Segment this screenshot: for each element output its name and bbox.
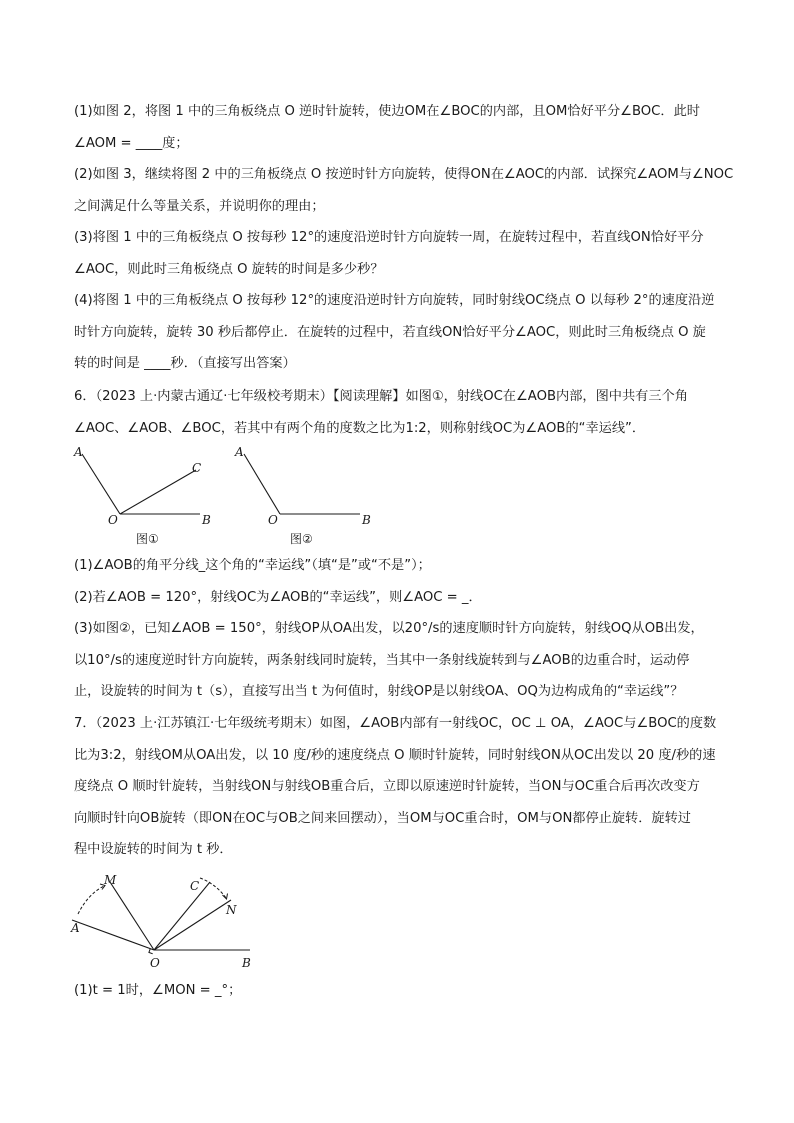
q5-part1-line2: ∠AOM = ____度； [74, 135, 189, 151]
q6-part3-line1: (3)如图②，已知∠AOB = 150°，射线OP从OA出发，以20°/s的速度顺时针方向旋转，射线OQ从OB出发， [74, 621, 704, 636]
fig2-label-a: A [235, 445, 244, 459]
q6-part3-line2: 以10°/s的速度逆时针方向旋转，两条射线同时旋转，当其中一条射线旋转到与∠AOB的边重合时，运动停 [74, 652, 690, 668]
q7-figure [66, 868, 266, 978]
q6-part2: (2)若∠AOB = 120°，射线OC为∠AOB的“幸运线”，则∠AOC = _． [74, 589, 482, 605]
q7-label-o: O [150, 956, 160, 970]
fig1-label-o: O [108, 513, 118, 527]
q7-label-c: C [190, 879, 200, 893]
q7-label-n: N [226, 903, 237, 917]
q6-figure-2 [230, 444, 380, 552]
q7-line2: 比为3:2，射线OM从OA出发，以 10 度/秒的速度绕点 O 顺时针旋转，同时射线ON从OC出发以 20 度/秒的速 [74, 747, 716, 763]
q6-part1: (1)∠AOB的角平分线_这个角的“幸运线”（填“是”或“不是”）； [74, 558, 431, 573]
q6-line1: 6．（2023 上·内蒙古通辽·七年级校考期末）【阅读理解】如图①，射线OC在∠AOB内部，图中共有三个角 [74, 389, 688, 404]
q7-line4: 向顺时针向OB旋转（即ON在OC与OB之间来回摆动），当OM与OC重合时，OM与ON都停止旋转．旋转过 [74, 810, 691, 826]
q7-line3: 度绕点 O 顺时针旋转，当射线ON与射线OB重合后，立即以原速逆时针旋转，当ON与OC重合后再次改变方 [74, 779, 700, 794]
q5-part2-line1: (2)如图 3，继续将图 2 中的三角板绕点 O 按逆时针方向旋转，使得ON在∠AOC的内部．试探究∠AOM与∠NOC [74, 167, 734, 182]
q5-part3-line1: (3)将图 1 中的三角板绕点 O 按每秒 12°的速度沿逆时针方向旋转一周，在旋转过程中，若直线ON恰好平分 [74, 230, 704, 245]
q7-label-a: A [71, 921, 80, 935]
fig2-caption: 图② [290, 532, 313, 546]
q7-label-b: B [242, 956, 251, 970]
fig2-label-b: B [362, 513, 371, 527]
q7-part1: (1)t = 1时，∠MON = _°； [74, 983, 242, 998]
q5-block [74, 96, 734, 380]
q6-stem [74, 381, 724, 444]
q5-part4-line3: 转的时间是 ____秒．（直接写出答案） [74, 356, 296, 371]
q5-part3-line2: ∠AOC，则此时三角板绕点 O 旋转的时间是多少秒？ [74, 261, 384, 277]
q5-part4-line2: 时针方向旋转，旋转 30 秒后都停止．在旋转的过程中，若直线ON恰好平分∠AOC，则此时三角板绕点 O 旋 [74, 324, 706, 340]
q7-stem [74, 708, 724, 866]
fig1-label-b: B [202, 513, 211, 527]
q6-parts [74, 550, 724, 708]
q5-part4-line1: (4)将图 1 中的三角板绕点 O 按每秒 12°的速度沿逆时针方向旋转，同时射线OC绕点 O 以每秒 2°的速度沿逆 [74, 293, 715, 308]
q5-part1-line1: (1)如图 2，将图 1 中的三角板绕点 O 逆时针旋转，使边OM在∠BOC的内部，且OM恰好平分∠BOC．此时 [74, 104, 700, 119]
fig2-label-o: O [268, 513, 278, 527]
q7-label-m: M [104, 873, 117, 887]
q5-part2-line2: 之间满足什么等量关系，并说明你的理由； [74, 198, 325, 214]
fig1-caption: 图① [136, 532, 159, 546]
q6-figure-1 [70, 444, 220, 552]
q7-line1: 7．（2023 上·江苏镇江·七年级统考期末）如图，∠AOB内部有一射线OC，OC ⊥ OA，∠AOC与∠BOC的度数 [74, 716, 717, 731]
fig1-label-a: A [74, 445, 83, 459]
q6-line2: ∠AOC、∠AOB、∠BOC，若其中有两个角的度数之比为1:2，则称射线OC为∠AOB的“幸运线”． [74, 420, 646, 436]
fig1-label-c: C [192, 461, 202, 475]
q7-parts [74, 975, 724, 1007]
q6-part3-line3: 止，设旋转的时间为 t（s），直接写出当 t 为何值时，射线OP是以射线OA、OQ为边构成角的“幸运线”？ [74, 684, 684, 699]
q7-line5: 程中设旋转的时间为 t 秒． [74, 842, 233, 857]
